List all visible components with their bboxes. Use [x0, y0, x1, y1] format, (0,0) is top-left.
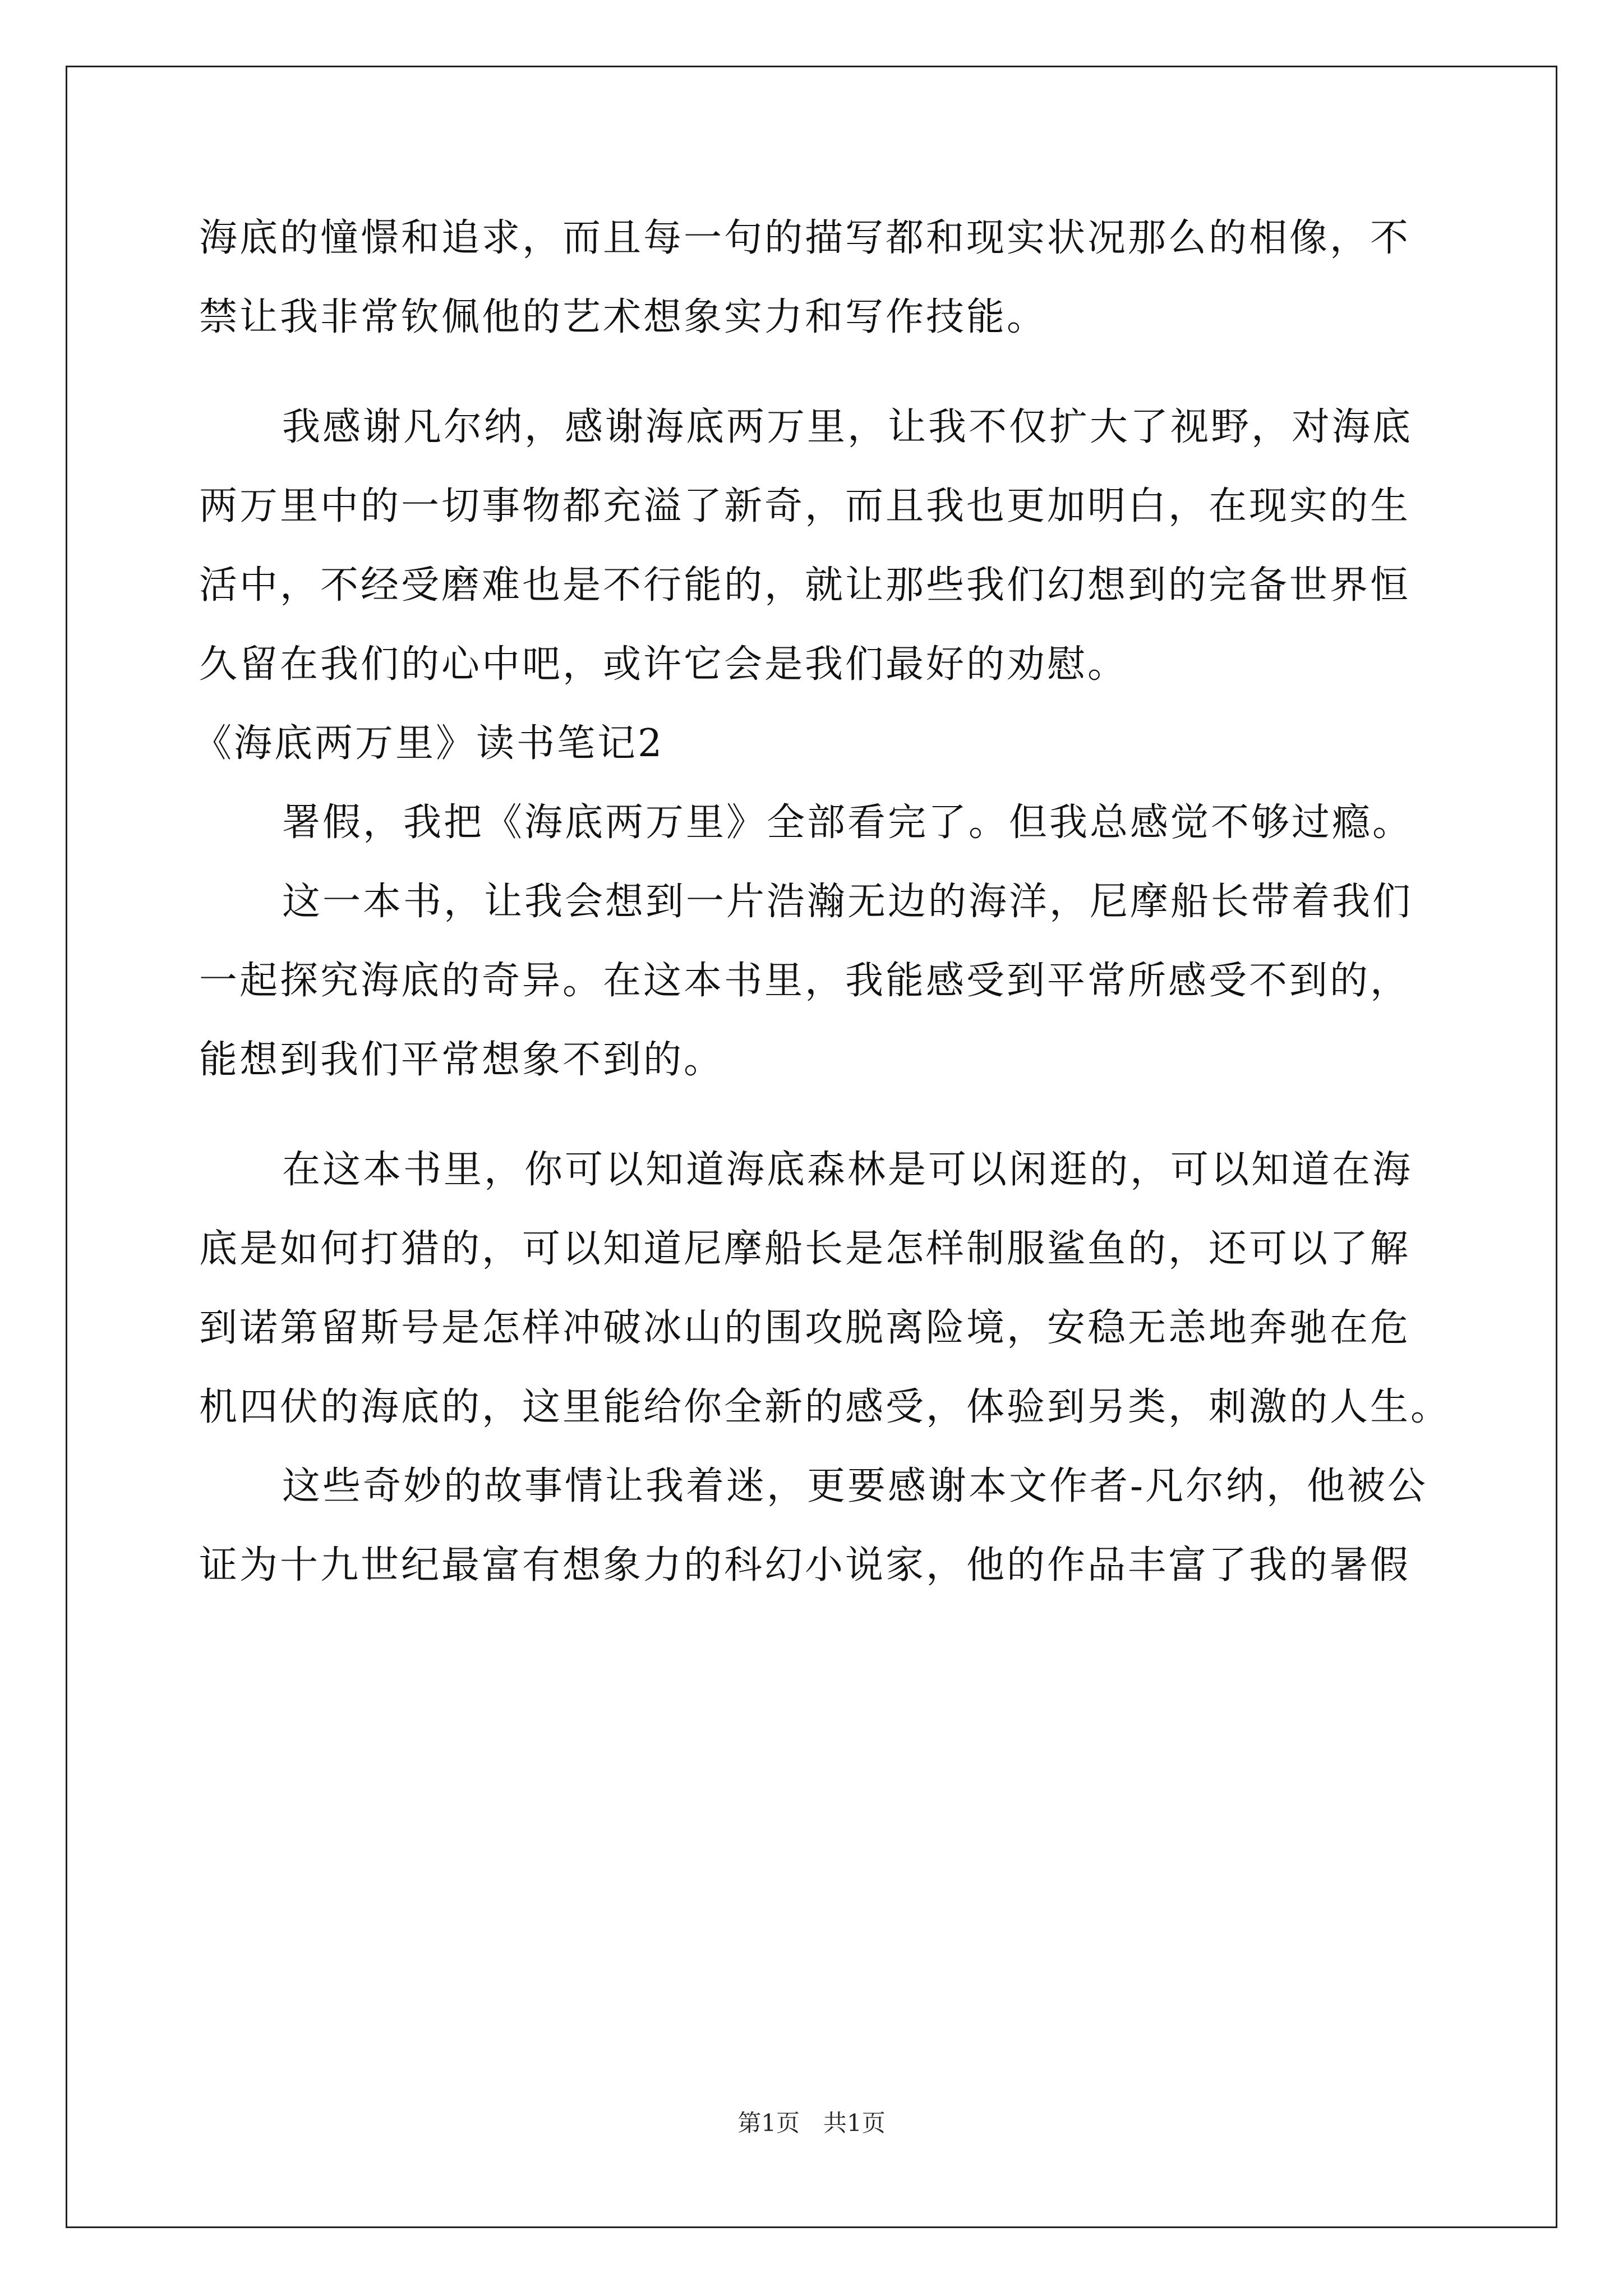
text-line: 机四伏的海底的，这里能给你全新的感受，体验到另类，刺激的人生。: [199, 1385, 1451, 1429]
paragraph-start-line: 这一本书，让我会想到一片浩瀚无边的海洋，尼摩船长带着我们: [282, 880, 1413, 924]
text-line: 禁让我非常钦佩他的艺术想象实力和写作技能。: [199, 295, 1048, 339]
text-line: 能想到我们平常想象不到的。: [199, 1038, 725, 1082]
paragraph-start-line: 这些奇妙的故事情让我着迷，更要感谢本文作者-凡尔纳，他被公: [282, 1464, 1428, 1508]
text-line: 一起探究海底的奇异。在这本书里，我能感受到平常所感受不到的，: [199, 959, 1411, 1003]
paragraph-start-line: 署假，我把《海底两万里》全部看完了。但我总感觉不够过瘾。: [282, 800, 1413, 845]
text-line: 久留在我们的心中吧，或许它会是我们最好的劝慰。: [199, 642, 1128, 687]
text-line: 底是如何打猎的，可以知道尼摩船长是怎样制服鲨鱼的，还可以了解: [199, 1227, 1411, 1271]
paragraph-start-line: 我感谢凡尔纳，感谢海底两万里，让我不仅扩大了视野，对海底: [282, 405, 1413, 449]
page-footer: 第1页 共1页: [737, 2109, 886, 2137]
paragraph-start-line: 在这本书里，你可以知道海底森林是可以闲逛的，可以知道在海: [282, 1148, 1413, 1192]
text-line: 海底的憧憬和追求，而且每一句的描写都和现实状况那么的相像，不: [199, 216, 1411, 260]
section-heading: 《海底两万里》读书笔记2: [193, 721, 665, 766]
text-line: 证为十九世纪最富有想象力的科幻小说家，他的作品丰富了我的暑假: [199, 1543, 1411, 1588]
text-line: 到诺第留斯号是怎样冲破冰山的围攻脱离险境，安稳无恙地奔驰在危: [199, 1306, 1411, 1350]
text-line: 两万里中的一切事物都充溢了新奇，而且我也更加明白，在现实的生: [199, 484, 1411, 528]
text-line: 活中，不经受磨难也是不行能的，就让那些我们幻想到的完备世界恒: [199, 563, 1411, 608]
